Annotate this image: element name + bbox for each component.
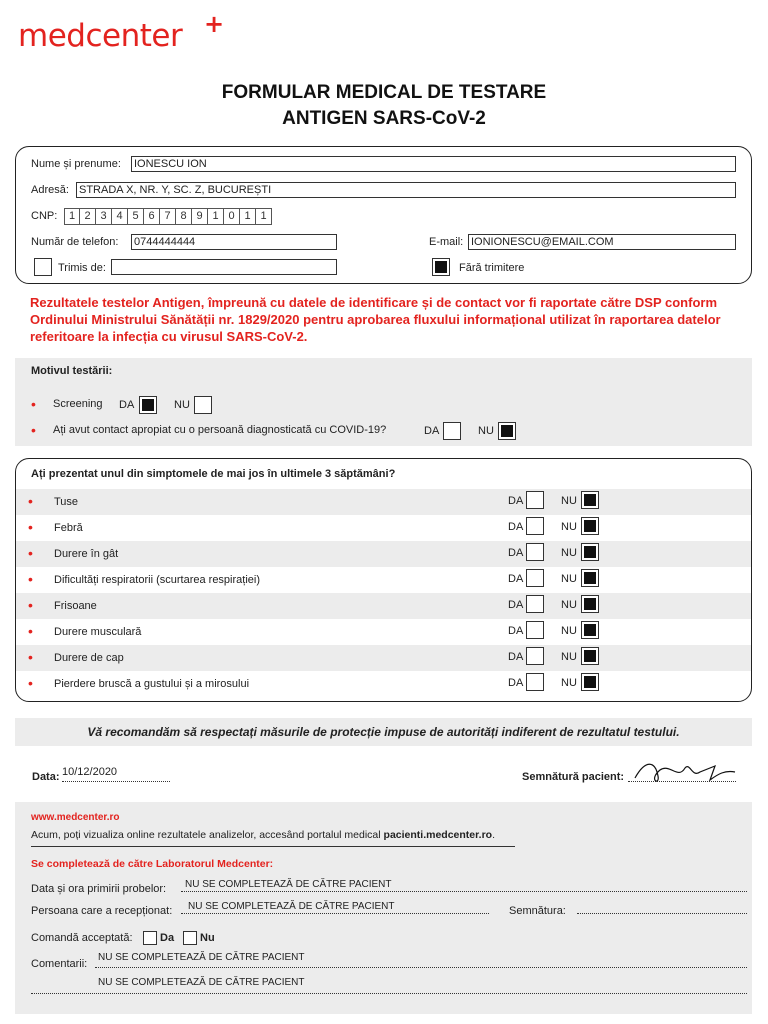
divider — [31, 846, 515, 847]
contact-nu-checkbox[interactable] — [498, 422, 516, 440]
screening-label: Screening — [53, 398, 103, 410]
symptom-da-checkbox[interactable] — [526, 543, 544, 561]
bullet-icon: • — [28, 675, 33, 691]
date-label: Data: — [32, 771, 60, 783]
symptom-nu-checkbox[interactable] — [581, 517, 599, 535]
cnp-digit[interactable]: 4 — [112, 208, 128, 225]
order-da-checkbox[interactable] — [143, 931, 157, 945]
contact-label: Ați avut contact apropiat cu o persoană diagnosticată cu COVID-19? — [53, 424, 387, 436]
logo-text: medcenter — [18, 18, 183, 54]
symptom-row — [16, 515, 752, 541]
cnp-digit[interactable]: 1 — [208, 208, 224, 225]
comments-value1[interactable]: NU SE COMPLETEAZĂ DE CĂTRE PACIENT — [98, 952, 305, 963]
symptom-da-label: DA — [508, 573, 524, 585]
symptom-nu-label: NU — [561, 677, 577, 689]
symptom-da-checkbox[interactable] — [526, 595, 544, 613]
portal-text-end: . — [492, 829, 495, 841]
symptom-row — [16, 541, 752, 567]
symptom-row — [16, 593, 752, 619]
form-title-line1: FORMULAR MEDICAL DE TESTARE — [221, 82, 547, 103]
lab-section — [15, 802, 752, 1014]
identity-section — [15, 146, 752, 284]
sign-line — [577, 900, 747, 914]
bullet-icon: • — [28, 571, 33, 587]
sent-by-label: Trimis de: — [58, 262, 106, 274]
symptom-da-label: DA — [508, 495, 524, 507]
symptom-label: Frisoane — [54, 600, 97, 612]
bullet-icon: • — [31, 396, 36, 412]
reason-section — [15, 358, 752, 446]
date-value[interactable]: 10/12/2020 — [62, 766, 118, 778]
reason-title: Motivul testării: — [31, 365, 113, 377]
symptom-label: Tuse — [54, 496, 79, 508]
symptom-nu-label: NU — [561, 573, 577, 585]
portal-link[interactable]: pacienti.medcenter.ro — [383, 829, 493, 841]
symptom-da-label: DA — [508, 599, 524, 611]
symptom-row — [16, 489, 752, 515]
screening-da-label: DA — [119, 399, 135, 411]
comments-label: Comentarii: — [31, 958, 88, 970]
symptom-da-checkbox[interactable] — [526, 569, 544, 587]
symptom-nu-label: NU — [561, 521, 577, 533]
recommendation-banner: Vă recomandăm să respectați măsurile de protecție impuse de autorități indiferent de rezultatul testului. — [15, 718, 752, 746]
symptom-da-label: DA — [508, 677, 524, 689]
symptom-da-label: DA — [508, 547, 524, 559]
cnp-digit[interactable]: 5 — [128, 208, 144, 225]
plus-icon: + — [204, 10, 224, 38]
screening-nu-checkbox[interactable] — [194, 396, 212, 414]
cnp-field[interactable] — [64, 208, 272, 225]
cnp-digit[interactable]: 1 — [256, 208, 272, 225]
bullet-icon: • — [28, 597, 33, 613]
order-nu-checkbox[interactable] — [183, 931, 197, 945]
screening-da-checkbox[interactable] — [139, 396, 157, 414]
medcenter-logo — [18, 10, 224, 54]
signature-label: Semnătură pacient: — [522, 771, 625, 783]
symptoms-section — [15, 458, 752, 702]
contact-da-checkbox[interactable] — [443, 422, 461, 440]
name-field[interactable]: IONESCU ION — [131, 156, 736, 172]
screening-nu-label: NU — [174, 399, 190, 411]
receipt-label: Data și ora primirii probelor: — [31, 883, 167, 895]
symptom-da-checkbox[interactable] — [526, 621, 544, 639]
dsp-notice: Rezultatele testelor Antigen, împreună cu datele de identificare și de contact vor fi raportate către DSP conform Ordinului Ministrului Sănătății nr. 1829/2020 pentru aprobarea fluxului informațional utilizat în raportarea datelor referitoare la infecția cu virusul SARS-CoV-2. — [30, 295, 721, 344]
symptom-da-checkbox[interactable] — [526, 517, 544, 535]
symptom-label: Durere de cap — [54, 652, 124, 664]
address-field[interactable]: STRADA X, NR. Y, SC. Z, BUCUREȘTI — [76, 182, 736, 198]
lab-title: Se completează de către Laboratorul Medcenter: — [31, 858, 274, 870]
sign-label: Semnătura: — [509, 905, 566, 917]
cnp-digit[interactable]: 1 — [64, 208, 80, 225]
signature-scribble — [630, 758, 740, 788]
symptom-row — [16, 619, 752, 645]
phone-field[interactable]: 0744444444 — [131, 234, 337, 250]
contact-da-label: DA — [424, 425, 440, 437]
phone-label: Număr de telefon: — [31, 236, 119, 248]
symptom-nu-checkbox[interactable] — [581, 621, 599, 639]
contact-nu-label: NU — [478, 425, 494, 437]
cnp-digit[interactable]: 6 — [144, 208, 160, 225]
cnp-digit[interactable]: 0 — [224, 208, 240, 225]
symptom-label: Durere în gât — [54, 548, 119, 560]
symptom-nu-label: NU — [561, 599, 577, 611]
symptoms-title: Ați prezentat unul din simptomele de mai jos în ultimele 3 săptămâni? — [31, 468, 396, 480]
symptom-label: Durere musculară — [54, 626, 142, 638]
bullet-icon: • — [28, 519, 33, 535]
cnp-digit[interactable]: 2 — [80, 208, 96, 225]
portal-text-main: Acum, poți vizualiza online rezultatele analizelor, accesând portalul medical — [31, 829, 384, 841]
symptom-nu-label: NU — [561, 547, 577, 559]
symptom-nu-label: NU — [561, 651, 577, 663]
cnp-digit[interactable]: 1 — [240, 208, 256, 225]
no-referral-checkbox[interactable] — [432, 258, 450, 276]
cnp-digit[interactable]: 9 — [192, 208, 208, 225]
symptom-da-label: DA — [508, 521, 524, 533]
symptom-nu-label: NU — [561, 625, 577, 637]
bullet-icon: • — [28, 649, 33, 665]
cnp-digit[interactable]: 8 — [176, 208, 192, 225]
address-label: Adresă: — [31, 184, 69, 196]
symptom-nu-checkbox[interactable] — [581, 569, 599, 587]
symptom-nu-checkbox[interactable] — [581, 543, 599, 561]
no-referral-label: Fără trimitere — [459, 262, 525, 274]
cnp-digit[interactable]: 3 — [96, 208, 112, 225]
order-nu-label: Nu — [200, 932, 215, 944]
symptom-da-label: DA — [508, 625, 524, 637]
symptom-label: Febră — [54, 522, 83, 534]
name-label: Nume și prenume: — [31, 158, 121, 170]
symptom-row — [16, 645, 752, 671]
symptom-nu-checkbox[interactable] — [581, 647, 599, 665]
receipt-value[interactable]: NU SE COMPLETEAZĂ DE CĂTRE PACIENT — [185, 879, 392, 890]
form-title-line2: ANTIGEN SARS-CoV-2 — [282, 108, 486, 129]
bullet-icon: • — [31, 422, 36, 438]
sent-by-checkbox[interactable] — [34, 258, 52, 276]
symptom-nu-checkbox[interactable] — [581, 491, 599, 509]
symptom-nu-label: NU — [561, 495, 577, 507]
receiver-value[interactable]: NU SE COMPLETEAZĂ DE CĂTRE PACIENT — [188, 901, 395, 912]
cnp-label: CNP: — [31, 210, 58, 222]
symptom-da-checkbox[interactable] — [526, 673, 544, 691]
symptom-row — [16, 567, 752, 593]
email-label: E-mail: — [429, 236, 464, 248]
symptom-nu-checkbox[interactable] — [581, 673, 599, 691]
symptom-label: Dificultăți respiratorii (scurtarea respirației) — [54, 574, 261, 586]
symptom-nu-checkbox[interactable] — [581, 595, 599, 613]
order-label: Comandă acceptată: — [31, 932, 133, 944]
portal-text — [31, 829, 495, 841]
symptom-label: Pierdere bruscă a gustului și a mirosului — [54, 678, 250, 690]
symptom-row — [16, 671, 752, 697]
symptom-da-checkbox[interactable] — [526, 491, 544, 509]
bullet-icon: • — [28, 545, 33, 561]
receiver-label: Persoana care a recepționat: — [31, 905, 173, 917]
order-da-label: Da — [160, 932, 175, 944]
bullet-icon: • — [28, 623, 33, 639]
website-link[interactable]: www.medcenter.ro — [31, 812, 120, 823]
comments-value2[interactable]: NU SE COMPLETEAZĂ DE CĂTRE PACIENT — [98, 977, 305, 988]
symptom-da-label: DA — [508, 651, 524, 663]
email-field[interactable]: IONIONESCU@EMAIL.COM — [468, 234, 736, 250]
bullet-icon: • — [28, 493, 33, 509]
sent-by-field[interactable] — [111, 259, 337, 275]
cnp-digit[interactable]: 7 — [160, 208, 176, 225]
symptom-da-checkbox[interactable] — [526, 647, 544, 665]
